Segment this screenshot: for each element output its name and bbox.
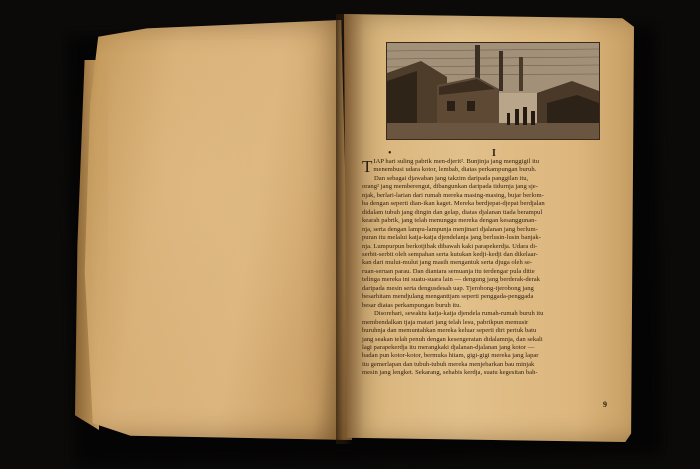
text-line: lagi parapekerdja itu merangkaki djalanan-djalanan jang kotor —	[362, 343, 535, 351]
text-line: besarhitam mendjulang menganttjam seperti penggada-penggada	[362, 293, 534, 301]
chapter-text	[362, 158, 610, 378]
text-line: jang seakan telah penuh dengan kesengeratan didalamnja, dan sekali	[362, 335, 543, 343]
text-line: Dan sebagai djawaban jang takzim daripada panggilan itu,	[374, 174, 529, 182]
text-line: ba dengan seperti dian-ikan kaget. Mereka berdjepat-djepat berdjalan	[362, 200, 545, 208]
text-line: badan pun kotor-kotor, bermuka hitam, gigi-gigi mereka jang lapar	[362, 352, 539, 360]
text-line: besar diatas perkampungan buruh itu.	[362, 301, 462, 309]
text-line: kan dari mulut-mulut jang masih mengantuk serta djuga oleh se-	[362, 259, 533, 267]
text-line: kearah pabrik, jang telah menunggu mereka dengan kesanggunan-	[362, 217, 537, 225]
text-line: IAP hari suling pabrik men-djerit². Bunjinja jang menggigil itu	[373, 158, 540, 165]
text-line: mesin jang lengket. Sekarang, sehabis kerdja, suatu kegesitan bah-	[362, 369, 538, 377]
text-line: nja, serta dengan lampu-lampunja menjinari djalanan jang berlum-	[362, 225, 538, 233]
left-page-stain	[108, 40, 338, 410]
text-line: orang² jang memberengut, dibangunkan daripada tidurnja jang sje-	[362, 183, 538, 191]
page-number: 9	[603, 400, 607, 409]
text-line: serbit-serbit oleh sempahan serta kutukan kedji-kedji dan dikelaar-	[362, 250, 538, 258]
paragraph-1	[362, 158, 610, 175]
factory-illustration	[386, 42, 600, 140]
text-line: menembusi udara kotor, lembab, diatas perkampungan buruh.	[373, 166, 537, 174]
text-line: njak, berlari-larian dari rumah mereka masing-masing, bujar berlom-	[362, 191, 544, 199]
dropcap: T	[362, 157, 373, 176]
text-line: membendalkan tjaja matari jang telah lesu, pabrikpun memusir	[362, 318, 529, 326]
text-line: buruhnja dan memuntahkan mereka keluar seperti diri periuk batu	[362, 327, 537, 335]
book-gutter	[336, 14, 352, 444]
text-line: Disorehari, sewaktu katja-katja djendela rumah-rumah buruh itu	[374, 310, 544, 318]
text-line: itu gemerlapan dan tubuh-tubuh mereka menjebarkan bau minjak	[362, 360, 535, 368]
paragraph-2	[362, 175, 610, 310]
text-line: ruan-seruan parau. Dan diantara semuanja itu terdengar pula ditte	[362, 267, 535, 275]
text-line: puran itu melalui katja-katja djendelanja jang berlusin-lusin banjak-	[362, 234, 541, 242]
text-line: nja. Lumpurpun berkotjibak dibawah kaki parapekerdja. Udara di-	[362, 242, 538, 250]
text-line: didalam tubuh jang dingin dan gelap, diatas djalanan tiada berampul	[362, 208, 543, 216]
ornament-dot: •	[388, 148, 392, 159]
text-line: daripada mesin serta dengusdesah uap. Tjerobong-tjerobong jang	[362, 284, 534, 292]
chapter-number: I	[492, 148, 496, 159]
paragraph-3	[362, 310, 610, 378]
text-line: telinga mereka ini suatu-suara lain — dengung jang berderak-derak	[362, 276, 540, 284]
